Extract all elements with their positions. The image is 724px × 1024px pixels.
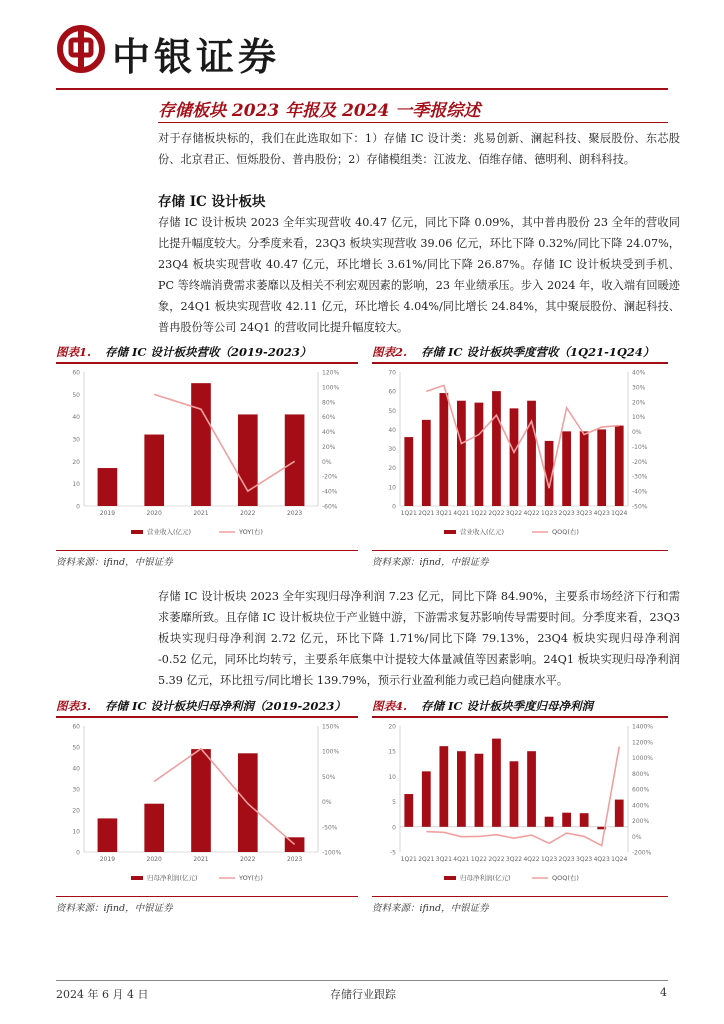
footer-report-name: 存储行业跟踪 — [330, 988, 396, 1001]
legend-swatch-bar — [444, 530, 456, 534]
y-tick-label: 30 — [72, 436, 80, 444]
y-tick-label: 50 — [72, 391, 80, 399]
y-tick-label: 20 — [72, 458, 80, 466]
x-tick-label: 1Q24 — [611, 510, 628, 517]
bar-3Q23 — [580, 813, 589, 827]
bar-2020 — [144, 804, 164, 852]
x-tick-label: 3Q21 — [435, 856, 452, 863]
bar-1Q22 — [475, 403, 484, 506]
bar-2023 — [285, 837, 305, 852]
legend-label-line: YOY(右) — [239, 528, 263, 536]
legend-label-line: YOY(右) — [239, 874, 263, 882]
x-tick-label: 2Q22 — [488, 510, 505, 517]
x-tick-label: 2023 — [286, 856, 303, 863]
y-tick-label: 15 — [388, 748, 396, 756]
y-tick-label: -5 — [390, 849, 396, 857]
legend-swatch-bar — [131, 876, 143, 880]
x-tick-label: 2019 — [99, 856, 116, 863]
bar-1Q21 — [404, 794, 413, 827]
footer-date: 2024 年 6 月 4 日 — [56, 988, 149, 1001]
y-tick-label: 0 — [76, 849, 80, 857]
y2-tick-label: -20% — [632, 458, 648, 466]
x-tick-label: 1Q24 — [611, 856, 628, 863]
x-tick-label: 1Q21 — [400, 510, 417, 517]
x-tick-label: 2019 — [99, 510, 116, 517]
bar-3Q22 — [510, 761, 519, 827]
y-tick-label: 20 — [388, 465, 396, 473]
legend-swatch-bar — [131, 530, 143, 534]
figure-4-chart — [372, 718, 668, 894]
y2-tick-label: 120% — [322, 369, 340, 377]
intro-paragraph: 对于存储板块标的，我们在此选取如下：1）存储 IC 设计类：兆易创新、澜起科技、聚辰股份、东芯股份、北京君正、恒烁股份、普冉股份；2）存储模组类：江波龙、佰维存储、德明利、朗科科技。 — [158, 132, 680, 166]
bar-2023 — [285, 414, 305, 506]
bar-3Q22 — [510, 408, 519, 506]
x-tick-label: 1Q22 — [470, 510, 488, 517]
y-tick-label: 0 — [392, 503, 396, 511]
figure-2-caption: 存储 IC 设计板块季度营收（1Q21-1Q24） — [421, 345, 655, 359]
y2-tick-label: 0% — [632, 429, 642, 437]
figure-3-source: 资料来源：ifind，中银证券 — [56, 903, 173, 914]
figure-1-caption: 存储 IC 设计板块营收（2019-2023） — [105, 345, 312, 359]
bar-2020 — [144, 435, 164, 506]
legend-swatch-bar — [444, 876, 456, 880]
paragraph-net-profit: 存储 IC 设计板块 2023 全年实现归母净利润 7.23 亿元，同比下降 84.90%，主要系市场经济下行和需求萎靡所致。且存储 IC 设计板块位于产业链中游，下游需求复苏影响传导需要时间。分季度来看，23Q3 板块实现归母净利润 2.72 亿元，环比下降 1.71%/同比下降 79.13%，23Q4 板块实现归母净利润 -0.52 亿元，同环比均转亏，主要系年底集中计提较大体量减值等因素影响。24Q1 板块实现归母净利润 5.39 亿元，环比扭亏/同比增长 139.79%，预示行业盈利能力或已趋向健康水平。 — [158, 590, 680, 687]
section-title: 存储板块 2023 年报及 2024 一季报综述 — [158, 101, 481, 121]
y2-tick-label: -200% — [632, 849, 652, 857]
x-tick-label: 4Q22 — [523, 510, 540, 517]
y-tick-label: 0 — [392, 824, 396, 832]
y2-tick-label: -100% — [322, 849, 342, 857]
bar-4Q21 — [457, 401, 466, 506]
x-tick-label: 2021 — [193, 510, 209, 517]
y2-tick-label: 0% — [322, 799, 332, 807]
figure-2-source: 资料来源：ifind，中银证券 — [372, 557, 489, 568]
x-tick-label: 1Q21 — [400, 856, 417, 863]
y2-tick-label: 400% — [632, 802, 650, 810]
x-tick-label: 3Q21 — [435, 510, 452, 517]
x-tick-label: 2021 — [193, 856, 209, 863]
figure-1-number: 图表1. — [56, 345, 92, 359]
line-series-QOQ(右) — [426, 385, 619, 488]
bar-2021 — [191, 383, 211, 506]
x-tick-label: 1Q22 — [470, 856, 488, 863]
x-tick-label: 1Q23 — [540, 510, 558, 517]
figure-2-chart — [372, 364, 668, 548]
figure-1-title — [56, 344, 311, 360]
bar-4Q21 — [457, 751, 466, 827]
x-tick-label: 2Q23 — [558, 510, 575, 517]
y-tick-label: 10 — [388, 484, 396, 492]
x-tick-label: 1Q23 — [540, 856, 558, 863]
figure-4-caption: 存储 IC 设计板块季度归母净利润 — [421, 699, 594, 713]
y2-tick-label: 600% — [632, 786, 650, 794]
footer-rule — [56, 980, 668, 981]
y2-tick-label: -30% — [632, 473, 648, 481]
paragraph-revenue: 存储 IC 设计板块 2023 全年实现营收 40.47 亿元，同比下降 0.09%，其中普冉股份 23 全年的营收同比提升幅度较大。分季度来看，23Q3 板块实现营收 39.06 亿元，环比下降 0.32%/同比下降 24.07%，23Q4 板块实现营收 40.47 亿元，环比增长 3.61%/同比下降 26.87%。存储 IC 设计板块受到手机、PC 等终端消费需求萎靡以及相关不利宏观因素的影响，23 年业绩承压。步入 2024 年，收入端有回暖迹象，24Q1 板块实现营收 42.11 亿元，环比增长 4.04%/同比增长 24.84%，其中聚辰股份、澜起科技、普冉股份等公司 24Q1 的营收同比提升幅度较大。 — [158, 216, 680, 334]
y-tick-label: 30 — [72, 786, 80, 794]
y-tick-label: 20 — [388, 723, 396, 731]
legend-label-bar: 归母净利润(亿元) — [460, 874, 511, 882]
x-tick-label: 2023 — [286, 510, 303, 517]
y-tick-label: 40 — [388, 426, 396, 434]
page-header — [0, 0, 724, 90]
x-tick-label: 2020 — [146, 510, 162, 517]
y2-tick-label: 0% — [632, 833, 642, 841]
bar-1Q24 — [615, 800, 624, 827]
bar-4Q22 — [527, 751, 536, 827]
x-tick-label: 2Q22 — [488, 856, 505, 863]
x-tick-label: 3Q23 — [576, 510, 593, 517]
bar-4Q22 — [527, 401, 536, 506]
y2-tick-label: 10% — [632, 414, 646, 422]
y-tick-label: 50 — [388, 407, 396, 415]
bar-2Q22 — [492, 739, 501, 827]
y-tick-label: 10 — [72, 828, 80, 836]
y2-tick-label: 150% — [322, 723, 340, 731]
bar-2019 — [98, 818, 118, 852]
y2-tick-label: -40% — [322, 488, 338, 496]
figure-1-chart — [56, 364, 358, 548]
legend-label-line: QOQ(右) — [552, 874, 579, 882]
x-tick-label: 4Q23 — [593, 510, 610, 517]
x-tick-label: 2022 — [240, 856, 256, 863]
x-tick-label: 2020 — [146, 856, 162, 863]
y-tick-label: 5 — [392, 799, 396, 807]
x-tick-label: 3Q22 — [505, 856, 523, 863]
figure-3-title — [56, 698, 346, 714]
y2-tick-label: 1000% — [632, 755, 653, 762]
y-tick-label: 40 — [72, 765, 80, 773]
x-tick-label: 2022 — [240, 510, 256, 517]
x-tick-label: 2Q23 — [558, 856, 575, 863]
y-tick-label: 10 — [388, 773, 396, 781]
x-tick-label: 3Q23 — [576, 856, 593, 863]
y-tick-label: 50 — [72, 744, 80, 752]
figure-2-number: 图表2. — [372, 345, 408, 359]
x-tick-label: 3Q22 — [505, 510, 523, 517]
bar-2Q23 — [562, 431, 571, 506]
y2-tick-label: 40% — [632, 369, 646, 377]
bar-3Q23 — [580, 431, 589, 506]
bank-of-china-logo-icon — [56, 24, 106, 74]
brand-name: 中银证券 — [112, 34, 281, 79]
y2-tick-label: 800% — [632, 770, 650, 778]
y2-tick-label: 30% — [632, 384, 646, 392]
y2-tick-label: -20% — [322, 473, 338, 481]
figure-3-source-rule — [56, 896, 358, 897]
legend-label-bar: 归母净利润(亿元) — [147, 874, 198, 882]
x-tick-label: 2Q21 — [418, 856, 435, 863]
y-tick-label: 70 — [388, 369, 396, 377]
y2-tick-label: 1200% — [632, 739, 653, 747]
y-tick-label: 40 — [72, 414, 80, 422]
bar-2022 — [238, 414, 258, 506]
line-series-YOY(右) — [154, 394, 294, 491]
y-tick-label: 60 — [72, 723, 80, 731]
bar-3Q21 — [439, 746, 448, 827]
y2-tick-label: 100% — [322, 748, 340, 756]
y-tick-label: 30 — [388, 446, 396, 454]
bar-2Q21 — [422, 771, 431, 826]
figure-3-number: 图表3. — [56, 699, 92, 713]
bar-1Q21 — [404, 437, 413, 506]
y-tick-label: 60 — [388, 388, 396, 396]
y-tick-label: 60 — [72, 369, 80, 377]
legend-label-bar: 营业收入(亿元) — [147, 528, 192, 536]
figure-2-title — [372, 344, 654, 360]
y2-tick-label: 100% — [322, 384, 340, 392]
y2-tick-label: 80% — [322, 399, 336, 407]
x-tick-label: 4Q21 — [453, 510, 470, 517]
y2-tick-label: 60% — [322, 414, 336, 422]
figure-1-source: 资料来源：ifind，中银证券 — [56, 557, 173, 568]
bar-2019 — [98, 468, 118, 506]
subheading-ic-design: 存储 IC 设计板块 — [158, 194, 266, 210]
figure-3-chart — [56, 718, 358, 894]
y-tick-label: 20 — [72, 807, 80, 815]
x-tick-label: 4Q21 — [453, 856, 470, 863]
y2-tick-label: -10% — [632, 443, 648, 451]
bar-1Q23 — [545, 817, 554, 827]
line-series-QOQ(右) — [426, 746, 619, 845]
figure-3-caption: 存储 IC 设计板块归母净利润（2019-2023） — [105, 699, 346, 713]
legend-label-line: QOQ(右) — [552, 528, 579, 536]
y2-tick-label: -50% — [632, 503, 648, 511]
x-tick-label: 2Q21 — [418, 510, 435, 517]
figure-2-source-rule — [372, 550, 668, 551]
y2-tick-label: 40% — [322, 429, 336, 437]
y2-tick-label: 1400% — [632, 723, 653, 731]
section-rule — [158, 122, 668, 123]
figure-4-source: 资料来源：ifind，中银证券 — [372, 903, 489, 914]
y-tick-label: 10 — [72, 481, 80, 489]
line-series-YOY(右) — [154, 749, 294, 845]
legend-label-bar: 营业收入(亿元) — [460, 528, 505, 536]
bar-2021 — [191, 749, 211, 852]
y2-tick-label: 50% — [322, 773, 336, 781]
bar-2Q23 — [562, 813, 571, 827]
y2-tick-label: -50% — [322, 824, 338, 832]
bar-2Q21 — [422, 420, 431, 506]
bar-1Q24 — [615, 426, 624, 506]
footer-page-number: 4 — [660, 986, 667, 999]
y2-tick-label: 0% — [322, 458, 332, 466]
y2-tick-label: -60% — [322, 503, 338, 511]
bar-3Q21 — [439, 393, 448, 506]
y2-tick-label: -40% — [632, 488, 648, 496]
bar-4Q23 — [597, 429, 606, 506]
figure-4-title — [372, 698, 593, 714]
figure-1-source-rule — [56, 550, 358, 551]
bar-1Q22 — [475, 754, 484, 827]
bar-2Q22 — [492, 391, 501, 506]
y2-tick-label: 20% — [632, 399, 646, 407]
x-tick-label: 4Q22 — [523, 856, 540, 863]
figure-4-source-rule — [372, 896, 668, 897]
figure-4-number: 图表4. — [372, 699, 408, 713]
header-divider — [56, 88, 668, 90]
y-tick-label: 0 — [76, 503, 80, 511]
x-tick-label: 4Q23 — [593, 856, 610, 863]
y2-tick-label: 20% — [322, 443, 336, 451]
y2-tick-label: 200% — [632, 818, 650, 825]
